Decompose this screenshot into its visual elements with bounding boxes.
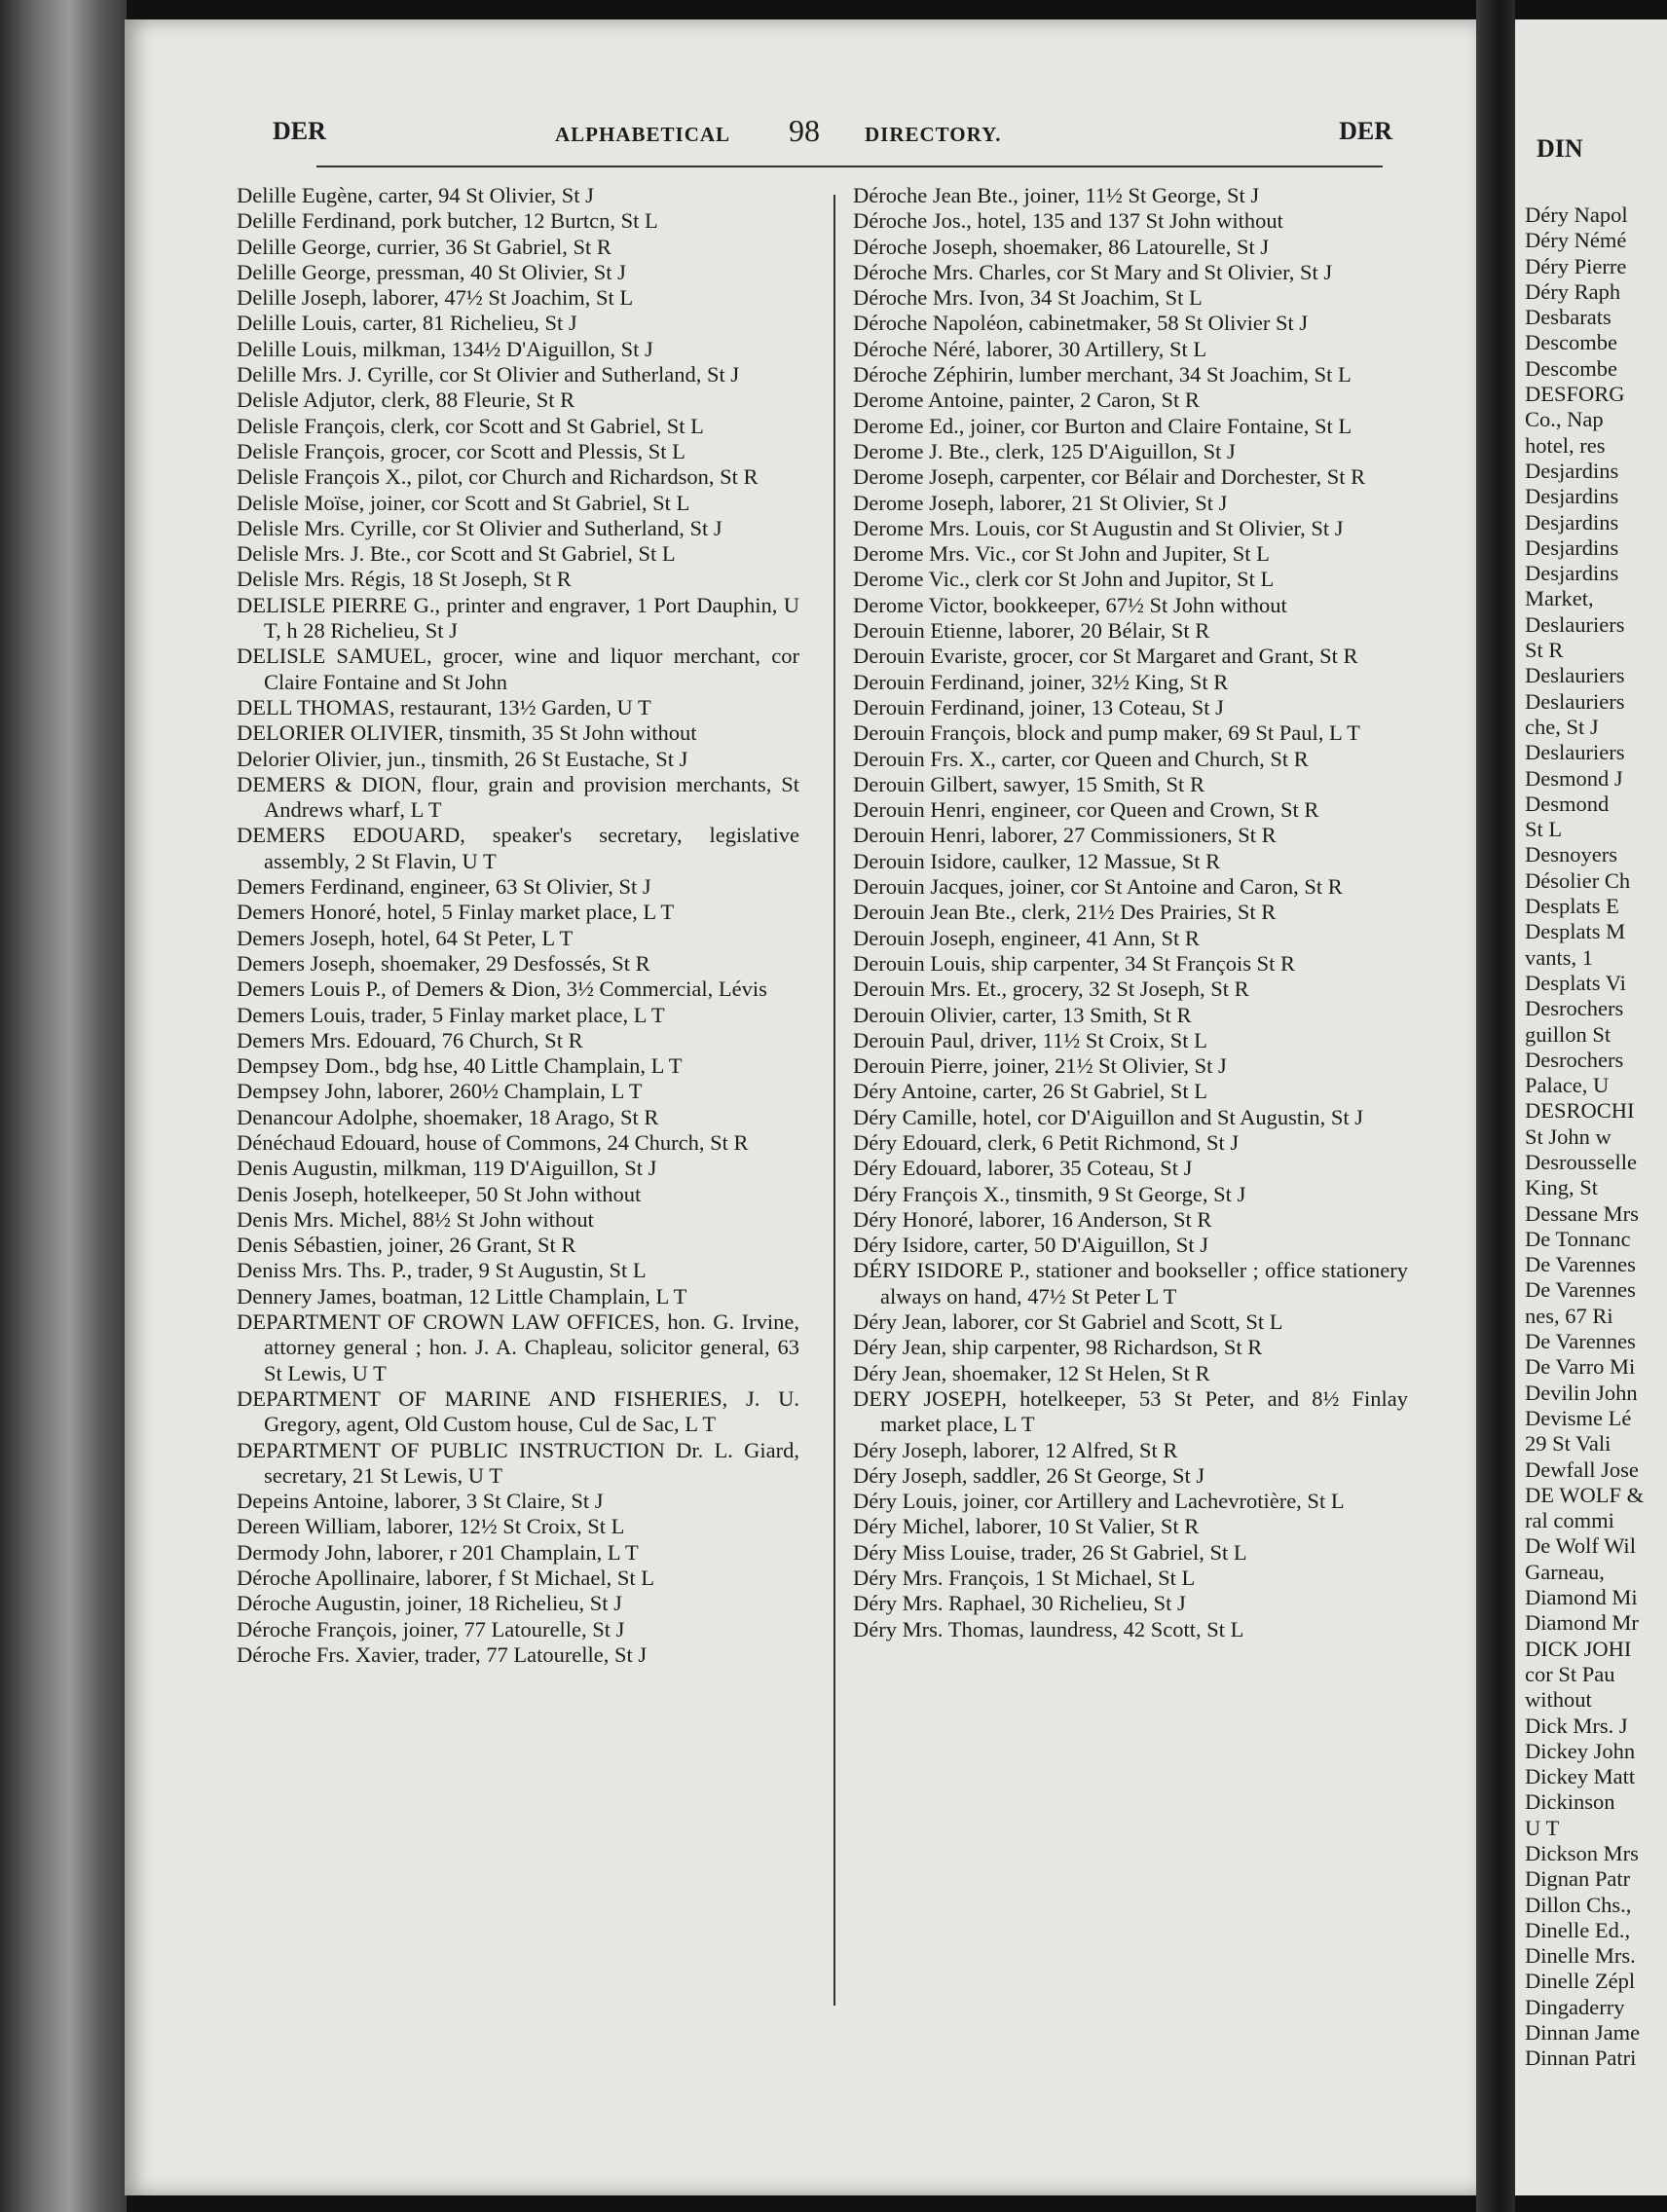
next-page-line: King, St	[1525, 1175, 1599, 1200]
next-page-line: Dickey John	[1525, 1738, 1636, 1763]
directory-entry: Déry Jean, laborer, cor St Gabriel and Scott, St L	[853, 1309, 1283, 1335]
next-page-line: Dillon Chs.,	[1525, 1892, 1632, 1917]
directory-entry: Demers Joseph, shoemaker, 29 Desfossés, St R	[237, 950, 650, 976]
next-page-line: Dewfall Jose	[1525, 1456, 1639, 1482]
directory-entry: Delisle Mrs. J. Bte., cor Scott and St Gabriel, St L	[237, 541, 676, 567]
next-page-line: U T	[1525, 1815, 1560, 1840]
directory-entry: Déry Camille, hotel, cor D'Aiguillon and St Augustin, St J	[853, 1104, 1364, 1129]
next-page-line: che, St J	[1525, 714, 1599, 739]
next-page-line: Market,	[1525, 586, 1594, 611]
directory-entry: Denancour Adolphe, shoemaker, 18 Arago, St R	[237, 1104, 659, 1129]
directory-entry: Derouin Isidore, caulker, 12 Massue, St R	[853, 848, 1221, 873]
directory-entry: Déry Mrs. Raphael, 30 Richelieu, St J	[853, 1591, 1186, 1616]
directory-entry: Déry Mrs. François, 1 St Michael, St L	[853, 1566, 1196, 1591]
next-page-line: De Varennes	[1525, 1329, 1636, 1354]
directory-entry: DELL THOMAS, restaurant, 13½ Garden, U T	[237, 694, 651, 719]
next-page-line: DESFORG	[1525, 382, 1625, 407]
next-page-line: Diamond Mi	[1525, 1585, 1638, 1610]
directory-entry: Delisle François, clerk, cor Scott and St Gabriel, St L	[237, 413, 704, 438]
next-page-line: without	[1525, 1687, 1592, 1713]
directory-entry: Denis Joseph, hotelkeeper, 50 St John without	[237, 1181, 642, 1206]
directory-entry: Delisle Mrs. Régis, 18 St Joseph, St R	[237, 567, 572, 592]
directory-entry: Depeins Antoine, laborer, 3 St Claire, St J	[237, 1489, 604, 1514]
directory-entry: DEPARTMENT OF PUBLIC INSTRUCTION Dr. L. Giard, secretary, 21 St Lewis, U T	[237, 1437, 799, 1488]
directory-entry: Delille Ferdinand, pork butcher, 12 Burtcn, St L	[237, 208, 658, 234]
next-page-line: Desmond	[1525, 791, 1610, 816]
directory-entry: Demers Honoré, hotel, 5 Finlay market place, L T	[237, 900, 675, 925]
directory-entry: Delisle François X., pilot, cor Church and Richardson, St R	[237, 464, 759, 490]
directory-entry: Dempsey John, laborer, 260½ Champlain, L T	[237, 1079, 643, 1104]
next-page-line: Desplats Vi	[1525, 970, 1626, 995]
next-page-line: Diamond Mr	[1525, 1610, 1639, 1636]
directory-entry: Derouin Ferdinand, joiner, 13 Coteau, St J	[853, 694, 1224, 719]
directory-entry: Déry Edouard, laborer, 35 Coteau, St J	[853, 1156, 1193, 1181]
directory-entry: Demers Louis, trader, 5 Finlay market place, L T	[237, 1002, 665, 1027]
directory-entry: Déry Isidore, carter, 50 D'Aiguillon, St J	[853, 1233, 1208, 1258]
directory-entry: Derouin Henri, laborer, 27 Commissioners, St R	[853, 823, 1277, 848]
directory-entry: Delille Mrs. J. Cyrille, cor St Olivier and Sutherland, St J	[237, 362, 740, 387]
directory-entry: Derouin Jean Bte., clerk, 21½ Des Prairies, St R	[853, 900, 1277, 925]
next-page-line: hotel, res	[1525, 432, 1606, 458]
directory-entry: DEMERS & DION, flour, grain and provision merchants, St Andrews wharf, L T	[237, 771, 799, 823]
directory-entry: Derome Mrs. Vic., cor St John and Jupiter, St L	[853, 541, 1270, 567]
next-page-line: Dinelle Ed.,	[1525, 1917, 1631, 1942]
directory-entry: Derouin Ferdinand, joiner, 32½ King, St R	[853, 669, 1229, 694]
directory-entry: Denis Sébastien, joiner, 26 Grant, St R	[237, 1233, 576, 1258]
next-page-line: De Varennes	[1525, 1277, 1636, 1303]
next-page-line: Desjardins	[1525, 509, 1619, 535]
directory-entry: Derouin Evariste, grocer, cor St Margaret and Grant, St R	[853, 644, 1358, 669]
next-page-line: Dickey Matt	[1525, 1764, 1636, 1789]
directory-entry: DEMERS EDOUARD, speaker's secretary, legislative assembly, 2 St Flavin, U T	[237, 823, 799, 873]
directory-entry: Déroche Augustin, joiner, 18 Richelieu, St J	[237, 1591, 622, 1616]
directory-entry: Derome Joseph, laborer, 21 St Olivier, St J	[853, 490, 1228, 515]
directory-entry: Déroche Mrs. Charles, cor St Mary and St Olivier, St J	[853, 259, 1333, 284]
next-page-line: Dick Mrs. J	[1525, 1713, 1628, 1738]
directory-entry: Derome Victor, bookkeeper, 67½ St John without	[853, 592, 1287, 617]
next-page-line: Descombe	[1525, 355, 1617, 381]
directory-entry: Deniss Mrs. Ths. P., trader, 9 St Augustin, St L	[237, 1258, 647, 1283]
directory-entry: Delorier Olivier, jun., tinsmith, 26 St Eustache, St J	[237, 746, 688, 771]
next-page-line: Desmond J	[1525, 765, 1623, 791]
right-column	[853, 183, 1408, 1642]
directory-entry: Delisle Moïse, joiner, cor Scott and St Gabriel, St L	[237, 490, 690, 515]
directory-entry: Derome Joseph, carpenter, cor Bélair and Dorchester, St R	[853, 464, 1366, 490]
column-divider	[834, 195, 835, 2006]
directory-entry: Delisle Mrs. Cyrille, cor St Olivier and Sutherland, St J	[237, 515, 722, 540]
directory-entry: DEPARTMENT OF CROWN LAW OFFICES, hon. G. Irvine, attorney general ; hon. J. A. Chapleau, solicitor general, 63 St Lewis, U T	[237, 1309, 799, 1385]
directory-entry: Derouin Paul, driver, 11½ St Croix, St L	[853, 1027, 1207, 1052]
directory-entry: Denis Augustin, milkman, 119 D'Aiguillon, St J	[237, 1156, 657, 1181]
next-page-line: Desjardins	[1525, 535, 1619, 560]
directory-entry: Derouin Pierre, joiner, 21½ St Olivier, St J	[853, 1053, 1227, 1079]
directory-entry: Déroche Zéphirin, lumber merchant, 34 St Joachim, St L	[853, 362, 1352, 387]
next-page-line: Desplats E	[1525, 894, 1619, 919]
header-title-right: DIRECTORY.	[865, 123, 1002, 146]
directory-entry: Delille George, currier, 36 St Gabriel, St R	[237, 234, 611, 259]
next-page-line: Devisme Lé	[1525, 1405, 1632, 1430]
next-page-line: Dinnan Patri	[1525, 2046, 1637, 2071]
next-page-line: Desbarats	[1525, 305, 1611, 330]
next-page-line: Dickinson	[1525, 1789, 1615, 1815]
next-page-line: Dinelle Mrs.	[1525, 1943, 1636, 1969]
directory-entry: Déry Joseph, laborer, 12 Alfred, St R	[853, 1437, 1178, 1462]
directory-entry: Derome J. Bte., clerk, 125 D'Aiguillon, St J	[853, 438, 1236, 463]
next-page-line: Dinelle Zépl	[1525, 1969, 1636, 1994]
book-binding	[0, 0, 127, 2212]
directory-entry: Déroche Napoléon, cabinetmaker, 58 St Olivier St J	[853, 311, 1309, 336]
next-page-line: Desrochers	[1525, 996, 1624, 1021]
page-header	[273, 113, 1392, 156]
next-page-column	[1525, 203, 1667, 2072]
directory-entry: DERY JOSEPH, hotelkeeper, 53 St Peter, and 8½ Finlay market place, L T	[853, 1385, 1408, 1437]
directory-entry: Déroche François, joiner, 77 Latourelle, St J	[237, 1616, 625, 1641]
directory-entry: Déry Mrs. Thomas, laundress, 42 Scott, St L	[853, 1616, 1244, 1641]
next-page-line: Deslauriers	[1525, 611, 1625, 637]
next-page-line: St R	[1525, 638, 1564, 663]
next-page-line: Dingaderry	[1525, 1994, 1625, 2019]
next-page-line: St L	[1525, 817, 1563, 842]
directory-entry: Déry Joseph, saddler, 26 St George, St J	[853, 1462, 1205, 1488]
header-rule	[316, 166, 1383, 167]
directory-entry: Denis Mrs. Michel, 88½ St John without	[237, 1206, 594, 1232]
directory-entry: Derome Mrs. Louis, cor St Augustin and St Olivier, St J	[853, 515, 1344, 540]
directory-entry: Déry François X., tinsmith, 9 St George, St J	[853, 1181, 1246, 1206]
next-page-line: DE WOLF &	[1525, 1482, 1645, 1507]
directory-entry: Déroche Frs. Xavier, trader, 77 Latourelle, St J	[237, 1641, 648, 1667]
directory-entry: Déroche Joseph, shoemaker, 86 Latourelle, St J	[853, 234, 1270, 259]
directory-entry: Delille George, pressman, 40 St Olivier, St J	[237, 259, 626, 284]
directory-entry: Déry Jean, ship carpenter, 98 Richardson, St R	[853, 1335, 1263, 1360]
next-page-line: Desjardins	[1525, 561, 1619, 586]
directory-entry: Demers Ferdinand, engineer, 63 St Olivier, St J	[237, 874, 651, 900]
directory-entry: Delisle François, grocer, cor Scott and Plessis, St L	[237, 438, 685, 463]
next-page-line: Dignan Patr	[1525, 1866, 1631, 1892]
next-page-line: Palace, U	[1525, 1073, 1610, 1098]
left-column	[237, 183, 799, 1668]
directory-entry: Derome Vic., clerk cor St John and Jupitor, St L	[853, 567, 1275, 592]
directory-entry: Derouin Olivier, carter, 13 Smith, St R	[853, 1002, 1192, 1027]
header-title-left: ALPHABETICAL	[555, 123, 731, 146]
directory-entry: Déry Louis, joiner, cor Artillery and Lachevrotière, St L	[853, 1489, 1345, 1514]
directory-entry: Delille Joseph, laborer, 47½ St Joachim, St L	[237, 285, 634, 311]
next-page-header: DIN	[1537, 134, 1583, 163]
next-page-line: De Wolf Wil	[1525, 1533, 1636, 1559]
next-page-line: De Varennes	[1525, 1252, 1636, 1277]
directory-entry: Demers Mrs. Edouard, 76 Church, St R	[237, 1027, 583, 1052]
next-page-line: nes, 67 Ri	[1525, 1303, 1613, 1328]
directory-entry: Déry Honoré, laborer, 16 Anderson, St R	[853, 1206, 1212, 1232]
directory-entry: DELISLE PIERRE G., printer and engraver, 1 Port Dauphin, U T, h 28 Richelieu, St J	[237, 592, 799, 644]
directory-entry: Derouin Henri, engineer, cor Queen and Crown, St R	[853, 797, 1319, 823]
next-page-line: Dinnan Jame	[1525, 2020, 1641, 2046]
directory-entry: DÉRY ISIDORE P., stationer and bookseller ; office stationery always on hand, 47½ St Peter L T	[853, 1258, 1408, 1309]
directory-entry: Derouin Jacques, joiner, cor St Antoine and Caron, St R	[853, 874, 1343, 900]
directory-entry: Derome Ed., joiner, cor Burton and Claire Fontaine, St L	[853, 413, 1352, 438]
next-page-line: Desrochers	[1525, 1047, 1624, 1072]
next-page-line: Dickson Mrs	[1525, 1841, 1639, 1865]
next-page-line: ral commi	[1525, 1508, 1614, 1533]
next-page-line: Devilin John	[1525, 1380, 1638, 1405]
directory-entry: Delisle Adjutor, clerk, 88 Fleurie, St R	[237, 387, 575, 413]
directory-entry: Déroche Mrs. Ivon, 34 St Joachim, St L	[853, 285, 1203, 311]
directory-entry: Derouin François, block and pump maker, 69 St Paul, L T	[853, 720, 1360, 746]
directory-entry: Déry Miss Louise, trader, 26 St Gabriel, St L	[853, 1539, 1247, 1565]
next-page-line: vants, 1	[1525, 944, 1593, 970]
next-page-line: Desnoyers	[1525, 842, 1617, 867]
next-page-line: Desjardins	[1525, 484, 1619, 509]
directory-entry: Derouin Joseph, engineer, 41 Ann, St R	[853, 925, 1200, 950]
page-number: 98	[789, 113, 820, 148]
directory-entry: Déry Jean, shoemaker, 12 St Helen, St R	[853, 1360, 1210, 1385]
next-page-line: Deslauriers	[1525, 688, 1625, 714]
directory-entry: Déroche Néré, laborer, 30 Artillery, St L	[853, 336, 1207, 361]
directory-entry: Delille Louis, milkman, 134½ D'Aiguillon, St J	[237, 336, 653, 361]
directory-entry: Déroche Apollinaire, laborer, f St Michael, St L	[237, 1566, 654, 1591]
directory-entry: Dereen William, laborer, 12½ St Croix, St L	[237, 1514, 625, 1539]
directory-entry: Demers Louis P., of Demers & Dion, 3½ Commercial, Lévis	[237, 977, 767, 1002]
next-page-line: De Varro Mi	[1525, 1354, 1636, 1380]
directory-entry: DEPARTMENT OF MARINE AND FISHERIES, J. U. Gregory, agent, Old Custom house, Cul de Sac, L T	[237, 1385, 799, 1437]
next-page-line: Desplats M	[1525, 919, 1626, 944]
directory-entry: Dennery James, boatman, 12 Little Champlain, L T	[237, 1283, 687, 1309]
directory-entry: DELORIER OLIVIER, tinsmith, 35 St John without	[237, 720, 697, 746]
directory-entry: Déroche Jean Bte., joiner, 11½ St George, St J	[853, 183, 1260, 207]
directory-entry: Déroche Jos., hotel, 135 and 137 St John without	[853, 208, 1283, 234]
next-page-line: Déry Pierre	[1525, 253, 1627, 278]
next-page-line: DICK JOHI	[1525, 1636, 1632, 1661]
directory-entry: Derouin Frs. X., carter, cor Queen and Church, St R	[853, 746, 1309, 771]
next-page-line: guillon St	[1525, 1021, 1611, 1047]
next-page-line: Deslauriers	[1525, 663, 1625, 688]
directory-entry: Dermody John, laborer, r 201 Champlain, L T	[237, 1539, 639, 1565]
directory-entry: Delille Eugène, carter, 94 St Olivier, St J	[237, 183, 594, 207]
next-page-line: Déry Raph	[1525, 278, 1621, 304]
next-page-line: Déry Némé	[1525, 228, 1627, 253]
next-page-line: Dessane Mrs	[1525, 1200, 1639, 1226]
next-page-line: Descombe	[1525, 330, 1617, 355]
directory-entry: Demers Joseph, hotel, 64 St Peter, L T	[237, 925, 574, 950]
next-page-line: 29 St Vali	[1525, 1431, 1611, 1456]
next-page-line: DESROCHI	[1525, 1098, 1635, 1124]
directory-entry: Derouin Louis, ship carpenter, 34 St François St R	[853, 950, 1296, 976]
next-page-line: Desjardins	[1525, 458, 1619, 483]
directory-entry: Déry Antoine, carter, 26 St Gabriel, St L	[853, 1079, 1208, 1104]
next-page-line: St John w	[1525, 1124, 1611, 1149]
next-page-line: Co., Nap	[1525, 407, 1604, 432]
directory-entry: Derouin Mrs. Et., grocery, 32 St Joseph, St R	[853, 977, 1249, 1002]
directory-entry: Dempsey Dom., bdg hse, 40 Little Champlain, L T	[237, 1053, 683, 1079]
directory-entry: Dénéchaud Edouard, house of Commons, 24 Church, St R	[237, 1129, 749, 1155]
directory-entry: Déry Michel, laborer, 10 St Valier, St R	[853, 1514, 1200, 1539]
header-right-guide: DER	[1339, 117, 1392, 145]
next-page-line: De Tonnanc	[1525, 1226, 1631, 1251]
directory-entry: Derouin Gilbert, sawyer, 15 Smith, St R	[853, 771, 1204, 796]
directory-entry: Déry Edouard, clerk, 6 Petit Richmond, St J	[853, 1129, 1240, 1155]
header-left-guide: DER	[273, 117, 326, 145]
directory-entry: Delille Louis, carter, 81 Richelieu, St J	[237, 311, 577, 336]
next-page-line: cor St Pau	[1525, 1661, 1615, 1686]
next-page	[1515, 19, 1667, 2195]
directory-entry: Derome Antoine, painter, 2 Caron, St R	[853, 387, 1200, 413]
next-page-line: Deslauriers	[1525, 740, 1625, 765]
next-page-line: Désolier Ch	[1525, 867, 1631, 893]
book-gutter	[1476, 0, 1515, 2212]
next-page-line: Garneau,	[1525, 1559, 1605, 1584]
next-page-line: Desrousselle	[1525, 1149, 1637, 1174]
directory-entry: DELISLE SAMUEL, grocer, wine and liquor merchant, cor Claire Fontaine and St John	[237, 644, 799, 694]
next-page-line: Déry Napol	[1525, 203, 1628, 227]
directory-entry: Derouin Etienne, laborer, 20 Bélair, St R	[853, 618, 1210, 644]
